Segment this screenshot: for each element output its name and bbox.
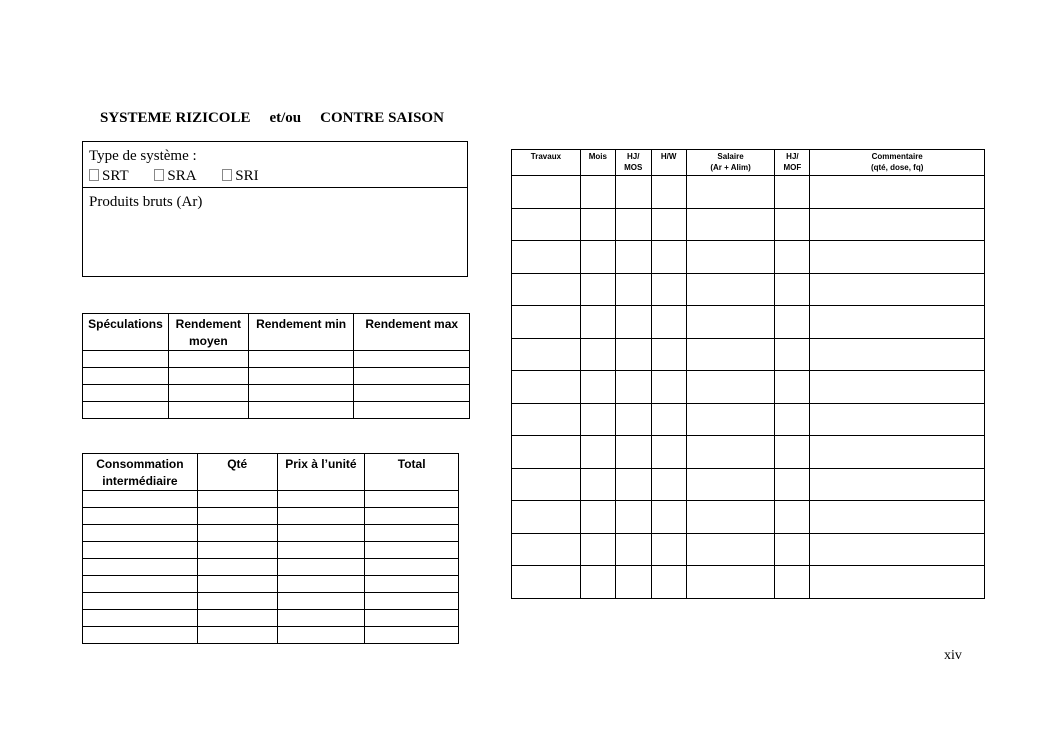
table-cell[interactable]	[810, 436, 985, 469]
title-contre-saison: CONTRE SAISON	[320, 110, 444, 126]
table-cell[interactable]	[615, 371, 651, 404]
table-cell[interactable]	[775, 208, 810, 241]
table-cell[interactable]	[512, 241, 581, 274]
system-type-box	[82, 141, 468, 277]
table-cell[interactable]	[775, 273, 810, 306]
system-options	[89, 166, 461, 186]
table-row	[83, 368, 470, 385]
table-cell[interactable]	[512, 306, 581, 339]
page-title	[100, 110, 444, 127]
table-cell[interactable]	[810, 403, 985, 436]
speculations-table	[82, 313, 470, 419]
system-type-row	[83, 142, 467, 188]
checkbox-icon[interactable]	[89, 169, 99, 181]
table-cell[interactable]	[168, 368, 248, 385]
table-row	[512, 533, 985, 566]
table-cell[interactable]	[197, 627, 277, 644]
table-row	[83, 351, 470, 368]
table-cell[interactable]	[810, 176, 985, 209]
table-cell[interactable]	[686, 306, 775, 339]
option-srt[interactable]: SRT	[89, 166, 129, 186]
travaux-header-cell	[615, 150, 651, 176]
table-cell[interactable]	[615, 241, 651, 274]
travaux-header-cell	[651, 150, 686, 176]
table-cell[interactable]	[651, 533, 686, 566]
table-cell[interactable]	[197, 508, 277, 525]
table-cell[interactable]	[615, 208, 651, 241]
table-cell[interactable]	[810, 273, 985, 306]
table-cell[interactable]	[277, 491, 365, 508]
travaux-header-cell	[775, 150, 810, 176]
table-row	[512, 371, 985, 404]
table-cell[interactable]	[651, 176, 686, 209]
table-cell[interactable]	[580, 436, 615, 469]
table-cell[interactable]	[580, 208, 615, 241]
table-cell[interactable]	[248, 368, 354, 385]
table-cell[interactable]	[277, 610, 365, 627]
table-cell[interactable]	[686, 241, 775, 274]
table-cell[interactable]	[775, 176, 810, 209]
table-header-row	[512, 150, 985, 176]
table-cell[interactable]	[775, 403, 810, 436]
table-cell[interactable]	[686, 533, 775, 566]
table-cell[interactable]	[810, 501, 985, 534]
table-cell[interactable]	[615, 533, 651, 566]
table-cell[interactable]	[615, 468, 651, 501]
header-total: Total	[365, 454, 459, 491]
table-cell[interactable]	[775, 468, 810, 501]
header-prix-unite: Prix à l’unité	[277, 454, 365, 491]
table-cell[interactable]	[512, 566, 581, 599]
header-line: Travaux	[530, 152, 562, 161]
table-row	[83, 559, 459, 576]
travaux-header-cell	[580, 150, 615, 176]
table-row	[512, 273, 985, 306]
table-row	[83, 402, 470, 419]
table-row	[83, 525, 459, 542]
table-cell[interactable]	[277, 508, 365, 525]
table-cell[interactable]	[686, 371, 775, 404]
header-line: H/W	[660, 152, 677, 161]
table-cell[interactable]	[810, 338, 985, 371]
table-cell[interactable]	[580, 468, 615, 501]
table-cell[interactable]	[651, 273, 686, 306]
table-row	[512, 501, 985, 534]
header-rendement-moyen: Rendement moyen	[168, 314, 248, 351]
table-row	[83, 627, 459, 644]
table-cell[interactable]	[354, 351, 470, 368]
header-line: HJ/	[627, 152, 640, 161]
table-cell[interactable]	[810, 306, 985, 339]
table-cell[interactable]	[277, 593, 365, 610]
table-cell[interactable]	[365, 576, 459, 593]
table-cell[interactable]	[83, 525, 198, 542]
table-cell[interactable]	[686, 501, 775, 534]
table-cell[interactable]	[580, 176, 615, 209]
table-row	[83, 593, 459, 610]
table-row	[512, 403, 985, 436]
table-row	[512, 436, 985, 469]
table-cell[interactable]	[365, 491, 459, 508]
table-cell[interactable]	[775, 306, 810, 339]
table-cell[interactable]	[580, 306, 615, 339]
table-cell[interactable]	[651, 208, 686, 241]
table-cell[interactable]	[651, 501, 686, 534]
table-cell[interactable]	[686, 468, 775, 501]
header-line: Mois	[588, 152, 607, 161]
table-cell[interactable]	[686, 273, 775, 306]
table-cell[interactable]	[83, 576, 198, 593]
table-row	[512, 338, 985, 371]
table-cell[interactable]	[277, 559, 365, 576]
table-cell[interactable]	[580, 403, 615, 436]
table-cell[interactable]	[512, 338, 581, 371]
table-cell[interactable]	[615, 436, 651, 469]
table-cell[interactable]	[810, 566, 985, 599]
table-cell[interactable]	[651, 436, 686, 469]
table-cell[interactable]	[651, 403, 686, 436]
table-cell[interactable]	[197, 542, 277, 559]
table-cell[interactable]	[197, 593, 277, 610]
table-cell[interactable]	[168, 385, 248, 402]
table-cell[interactable]	[354, 402, 470, 419]
consommation-table	[82, 453, 459, 644]
table-cell[interactable]	[615, 501, 651, 534]
table-cell[interactable]	[651, 306, 686, 339]
title-et-ou: et/ou	[269, 110, 302, 126]
table-cell[interactable]	[277, 627, 365, 644]
table-cell[interactable]	[365, 542, 459, 559]
option-sra[interactable]: SRA	[154, 166, 196, 186]
table-cell[interactable]	[775, 436, 810, 469]
table-cell[interactable]	[83, 627, 198, 644]
table-cell[interactable]	[512, 176, 581, 209]
table-cell[interactable]	[365, 508, 459, 525]
table-row	[512, 306, 985, 339]
table-cell[interactable]	[83, 385, 169, 402]
table-cell[interactable]	[83, 559, 198, 576]
header-rendement-max: Rendement max	[354, 314, 470, 351]
table-cell[interactable]	[512, 533, 581, 566]
table-cell[interactable]	[512, 468, 581, 501]
table-cell[interactable]	[810, 241, 985, 274]
table-cell[interactable]	[615, 338, 651, 371]
table-cell[interactable]	[197, 491, 277, 508]
table-cell[interactable]	[580, 273, 615, 306]
table-cell[interactable]	[512, 436, 581, 469]
table-cell[interactable]	[686, 176, 775, 209]
table-cell[interactable]	[775, 241, 810, 274]
table-cell[interactable]	[354, 368, 470, 385]
table-cell[interactable]	[775, 566, 810, 599]
table-cell[interactable]	[615, 273, 651, 306]
header-line: HJ/	[786, 152, 799, 161]
table-cell[interactable]	[365, 559, 459, 576]
table-cell[interactable]	[365, 593, 459, 610]
table-row	[83, 491, 459, 508]
table-cell[interactable]	[615, 176, 651, 209]
header-rendement-min: Rendement min	[248, 314, 354, 351]
table-cell[interactable]	[83, 351, 169, 368]
table-cell[interactable]	[580, 371, 615, 404]
table-cell[interactable]	[248, 385, 354, 402]
table-cell[interactable]	[354, 385, 470, 402]
travaux-header-cell	[686, 150, 775, 176]
table-cell[interactable]	[580, 501, 615, 534]
table-cell[interactable]	[83, 491, 198, 508]
table-cell[interactable]	[775, 338, 810, 371]
table-cell[interactable]	[83, 593, 198, 610]
table-cell[interactable]	[686, 338, 775, 371]
table-cell[interactable]	[365, 525, 459, 542]
table-cell[interactable]	[512, 371, 581, 404]
table-row	[83, 508, 459, 525]
checkbox-icon[interactable]	[222, 169, 232, 181]
table-cell[interactable]	[512, 273, 581, 306]
table-cell[interactable]	[580, 338, 615, 371]
header-line: MOF	[783, 163, 802, 172]
table-cell[interactable]	[810, 468, 985, 501]
header-line: MOS	[624, 163, 643, 172]
table-cell[interactable]	[365, 610, 459, 627]
travaux-header-cell	[810, 150, 985, 176]
table-cell[interactable]	[775, 501, 810, 534]
table-cell[interactable]	[810, 208, 985, 241]
header-qte: Qté	[197, 454, 277, 491]
table-cell[interactable]	[168, 402, 248, 419]
table-cell[interactable]	[651, 468, 686, 501]
table-cell[interactable]	[651, 241, 686, 274]
table-cell[interactable]	[512, 501, 581, 534]
table-cell[interactable]	[580, 566, 615, 599]
table-cell[interactable]	[686, 403, 775, 436]
table-cell[interactable]	[512, 403, 581, 436]
table-cell[interactable]	[365, 627, 459, 644]
system-type-label: Type de système :	[89, 148, 197, 164]
table-cell[interactable]	[580, 533, 615, 566]
table-row	[512, 468, 985, 501]
table-cell[interactable]	[197, 610, 277, 627]
table-cell[interactable]	[686, 566, 775, 599]
travaux-header-cell	[512, 150, 581, 176]
header-line: (Ar + Alim)	[710, 163, 751, 172]
table-cell[interactable]	[83, 508, 198, 525]
title-systeme-rizicole: SYSTEME RIZICOLE	[100, 110, 251, 126]
table-row	[512, 176, 985, 209]
table-cell[interactable]	[197, 525, 277, 542]
table-cell[interactable]	[83, 402, 169, 419]
table-cell[interactable]	[775, 371, 810, 404]
table-cell[interactable]	[651, 566, 686, 599]
table-cell[interactable]	[810, 371, 985, 404]
checkbox-icon[interactable]	[154, 169, 164, 181]
page-number: xiv	[944, 648, 962, 663]
table-cell[interactable]	[651, 338, 686, 371]
table-cell[interactable]	[615, 566, 651, 599]
produits-bruts-field[interactable]	[83, 188, 467, 216]
table-cell[interactable]	[83, 542, 198, 559]
table-cell[interactable]	[775, 533, 810, 566]
table-row	[512, 566, 985, 599]
table-cell[interactable]	[168, 351, 248, 368]
table-row	[83, 385, 470, 402]
table-row	[512, 208, 985, 241]
header-line: Commentaire	[871, 152, 923, 161]
table-row	[512, 241, 985, 274]
table-header-row	[83, 454, 459, 491]
header-speculations: Spéculations	[83, 314, 169, 351]
table-row	[83, 542, 459, 559]
option-sri[interactable]: SRI	[222, 166, 258, 186]
table-cell[interactable]	[810, 533, 985, 566]
travaux-table	[511, 149, 985, 599]
table-cell[interactable]	[686, 436, 775, 469]
header-line: Salaire	[717, 152, 744, 161]
table-cell[interactable]	[512, 208, 581, 241]
table-row	[83, 610, 459, 627]
table-cell[interactable]	[197, 576, 277, 593]
table-cell[interactable]	[651, 371, 686, 404]
table-cell[interactable]	[277, 525, 365, 542]
table-header-row	[83, 314, 470, 351]
header-consommation: Consommation intermédiaire	[83, 454, 198, 491]
table-cell[interactable]	[248, 402, 354, 419]
table-cell[interactable]	[83, 610, 198, 627]
table-cell[interactable]	[197, 559, 277, 576]
table-cell[interactable]	[615, 306, 651, 339]
header-line: (qté, dose, fq)	[870, 163, 924, 172]
table-cell[interactable]	[686, 208, 775, 241]
table-cell[interactable]	[277, 576, 365, 593]
table-cell[interactable]	[580, 241, 615, 274]
table-cell[interactable]	[277, 542, 365, 559]
produits-bruts-label: Produits bruts (Ar)	[89, 194, 203, 210]
table-cell[interactable]	[615, 403, 651, 436]
table-cell[interactable]	[248, 351, 354, 368]
table-cell[interactable]	[83, 368, 169, 385]
table-row	[83, 576, 459, 593]
